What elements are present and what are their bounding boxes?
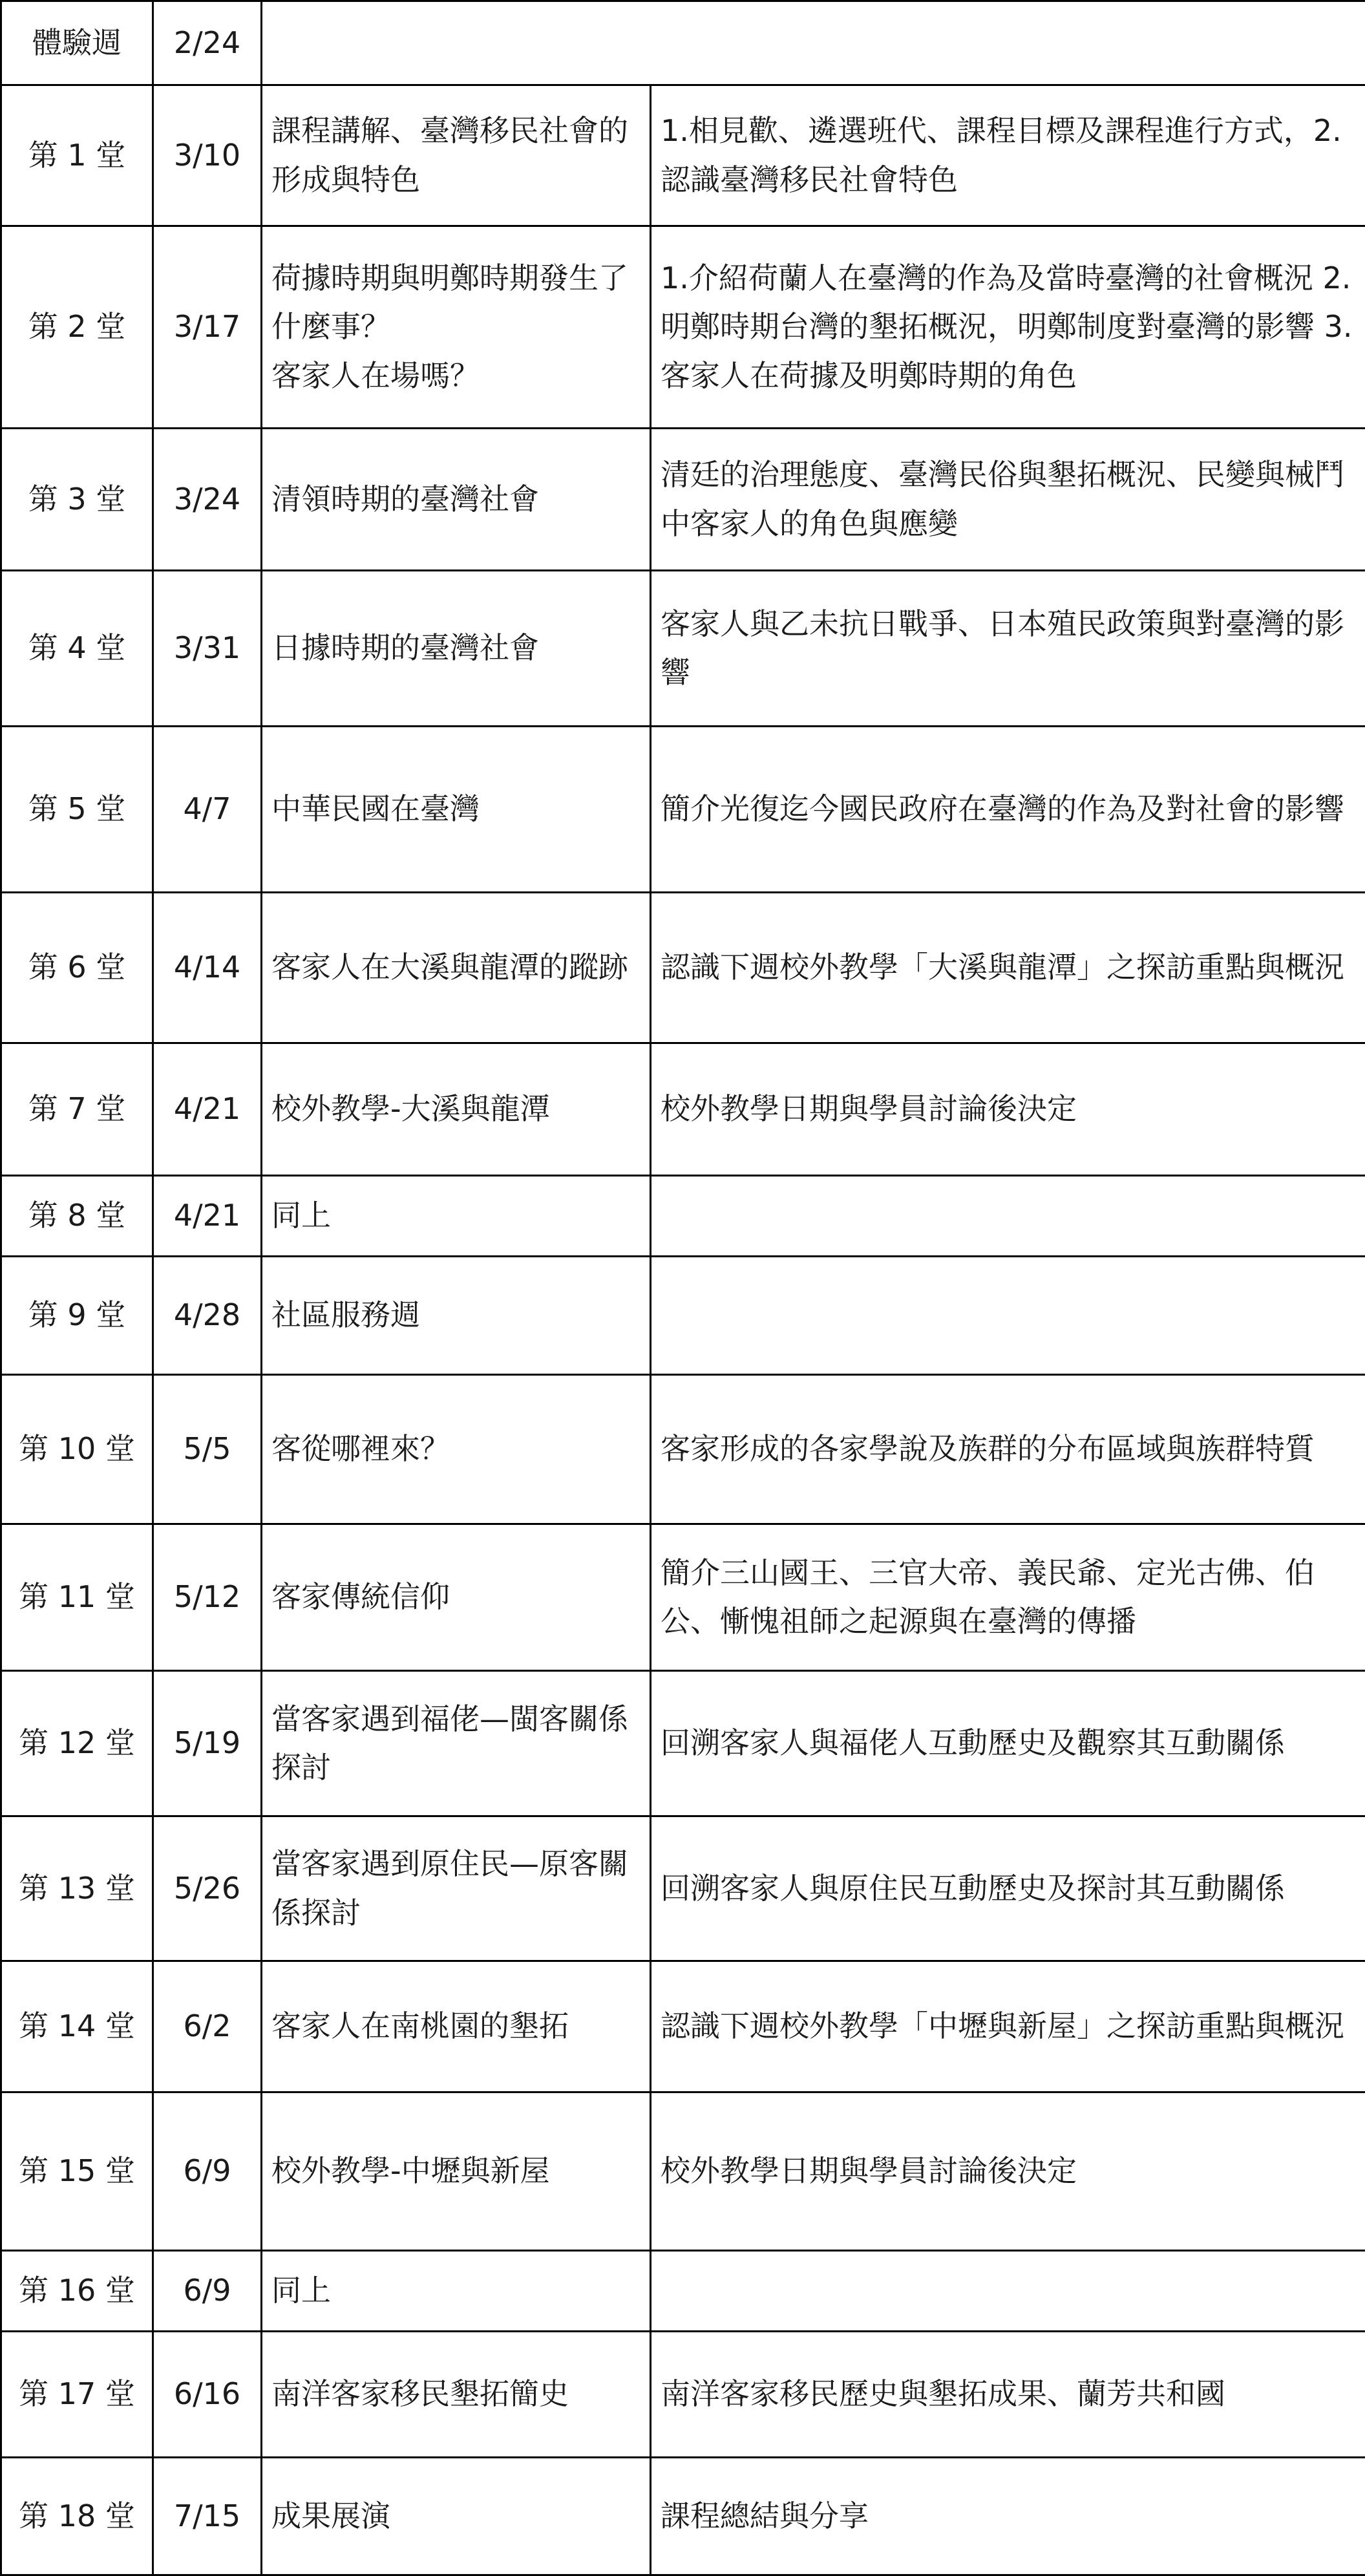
date-cell: 4/14 <box>153 893 262 1043</box>
table-row <box>1 429 1365 571</box>
topic-cell: 清領時期的臺灣社會 <box>262 429 651 571</box>
session-cell: 第 3 堂 <box>1 429 153 571</box>
topic-cell: 客家人在南桃園的墾拓 <box>262 1961 651 2092</box>
table-row <box>1 1043 1365 1176</box>
date-cell: 5/26 <box>153 1816 262 1961</box>
table-row <box>1 1375 1365 1524</box>
topic-cell: 校外教學-中壢與新屋 <box>262 2092 651 2251</box>
table-row <box>1 226 1365 429</box>
table-row <box>1 727 1365 893</box>
session-cell: 第 14 堂 <box>1 1961 153 2092</box>
session-cell: 第 13 堂 <box>1 1816 153 1961</box>
session-cell: 第 8 堂 <box>1 1176 153 1257</box>
table-row <box>1 893 1365 1043</box>
date-cell: 5/5 <box>153 1375 262 1524</box>
topic-cell: 客從哪裡來？ <box>262 1375 651 1524</box>
topic-cell: 校外教學-大溪與龍潭 <box>262 1043 651 1176</box>
topic-cell: 同上 <box>262 2251 651 2332</box>
session-cell: 第 5 堂 <box>1 727 153 893</box>
session-cell: 第 7 堂 <box>1 1043 153 1176</box>
date-cell: 3/31 <box>153 571 262 727</box>
table-row <box>1 85 1365 226</box>
session-cell: 第 2 堂 <box>1 226 153 429</box>
date-cell: 6/16 <box>153 2332 262 2458</box>
date-cell: 6/9 <box>153 2251 262 2332</box>
session-cell: 第 4 堂 <box>1 571 153 727</box>
table-row <box>1 2332 1365 2458</box>
topic-cell: 社區服務週 <box>262 1257 651 1375</box>
description-cell: 南洋客家移民歷史與墾拓成果、蘭芳共和國 <box>651 2332 1365 2458</box>
description-cell: 回溯客家人與福佬人互動歷史及觀察其互動關係 <box>651 1671 1365 1816</box>
description-cell: 1.介紹荷蘭人在臺灣的作為及當時臺灣的社會概況 2.明鄭時期台灣的墾拓概況，明鄭制度對臺灣的影響 3.客家人在荷據及明鄭時期的角色 <box>651 226 1365 429</box>
session-cell: 第 6 堂 <box>1 893 153 1043</box>
table-row <box>1 1961 1365 2092</box>
topic-cell: 南洋客家移民墾拓簡史 <box>262 2332 651 2458</box>
date-cell: 7/15 <box>153 2458 262 2575</box>
table-row <box>1 2458 1365 2575</box>
topic-cell: 當客家遇到原住民—原客關係探討 <box>262 1816 651 1961</box>
table-row <box>1 571 1365 727</box>
topic-cell: 客家人在大溪與龍潭的蹤跡 <box>262 893 651 1043</box>
session-cell: 第 15 堂 <box>1 2092 153 2251</box>
table-row <box>1 1257 1365 1375</box>
topic-cell: 當客家遇到福佬—閩客關係探討 <box>262 1671 651 1816</box>
session-cell: 第 16 堂 <box>1 2251 153 2332</box>
table-row <box>1 1671 1365 1816</box>
date-cell: 2/24 <box>153 1 262 85</box>
topic-line: 荷據時期與明鄭時期發生了什麼事？ <box>271 254 640 352</box>
description-cell: 課程總結與分享 <box>651 2458 1365 2575</box>
date-cell: 5/19 <box>153 1671 262 1816</box>
description-cell: 客家人與乙未抗日戰爭、日本殖民政策與對臺灣的影響 <box>651 571 1365 727</box>
table-row <box>1 1816 1365 1961</box>
topic-cell: 日據時期的臺灣社會 <box>262 571 651 727</box>
description-cell: 校外教學日期與學員討論後決定 <box>651 2092 1365 2251</box>
date-cell: 6/2 <box>153 1961 262 2092</box>
description-cell: 認識下週校外教學「中壢與新屋」之探訪重點與概況 <box>651 1961 1365 2092</box>
session-cell: 第 17 堂 <box>1 2332 153 2458</box>
table-row <box>1 2092 1365 2251</box>
description-cell: 認識下週校外教學「大溪與龍潭」之探訪重點與概況 <box>651 893 1365 1043</box>
date-cell: 4/7 <box>153 727 262 893</box>
empty-merged-cell <box>262 1 1365 85</box>
table-row <box>1 1176 1365 1257</box>
description-cell: 回溯客家人與原住民互動歷史及探討其互動關係 <box>651 1816 1365 1961</box>
date-cell: 3/10 <box>153 85 262 226</box>
description-cell: 簡介三山國王、三官大帝、義民爺、定光古佛、伯公、慚愧祖師之起源與在臺灣的傳播 <box>651 1524 1365 1671</box>
date-cell: 3/24 <box>153 429 262 571</box>
date-cell: 3/17 <box>153 226 262 429</box>
topic-cell: 課程講解、臺灣移民社會的形成與特色 <box>262 85 651 226</box>
description-cell <box>651 2251 1365 2332</box>
topic-cell: 同上 <box>262 1176 651 1257</box>
topic-line: 客家人在場嗎？ <box>271 352 640 400</box>
description-cell: 簡介光復迄今國民政府在臺灣的作為及對社會的影響 <box>651 727 1365 893</box>
description-cell <box>651 1257 1365 1375</box>
description-cell <box>651 1176 1365 1257</box>
date-cell: 4/21 <box>153 1043 262 1176</box>
table-row <box>1 2251 1365 2332</box>
session-cell: 第 9 堂 <box>1 1257 153 1375</box>
topic-cell: 中華民國在臺灣 <box>262 727 651 893</box>
description-cell: 校外教學日期與學員討論後決定 <box>651 1043 1365 1176</box>
date-cell: 4/21 <box>153 1176 262 1257</box>
date-cell: 5/12 <box>153 1524 262 1671</box>
session-cell: 第 12 堂 <box>1 1671 153 1816</box>
session-cell: 第 18 堂 <box>1 2458 153 2575</box>
date-cell: 4/28 <box>153 1257 262 1375</box>
session-cell: 第 11 堂 <box>1 1524 153 1671</box>
topic-cell <box>262 226 651 429</box>
table-row <box>1 1 1365 85</box>
table-row <box>1 1524 1365 1671</box>
session-cell: 第 10 堂 <box>1 1375 153 1524</box>
description-cell: 客家形成的各家學說及族群的分布區域與族群特質 <box>651 1375 1365 1524</box>
description-cell: 清廷的治理態度、臺灣民俗與墾拓概況、民變與械鬥中客家人的角色與應變 <box>651 429 1365 571</box>
description-cell: 1.相見歡、遴選班代、課程目標及課程進行方式，2.認識臺灣移民社會特色 <box>651 85 1365 226</box>
topic-cell: 成果展演 <box>262 2458 651 2575</box>
session-cell: 體驗週 <box>1 1 153 85</box>
session-cell: 第 1 堂 <box>1 85 153 226</box>
date-cell: 6/9 <box>153 2092 262 2251</box>
topic-cell: 客家傳統信仰 <box>262 1524 651 1671</box>
